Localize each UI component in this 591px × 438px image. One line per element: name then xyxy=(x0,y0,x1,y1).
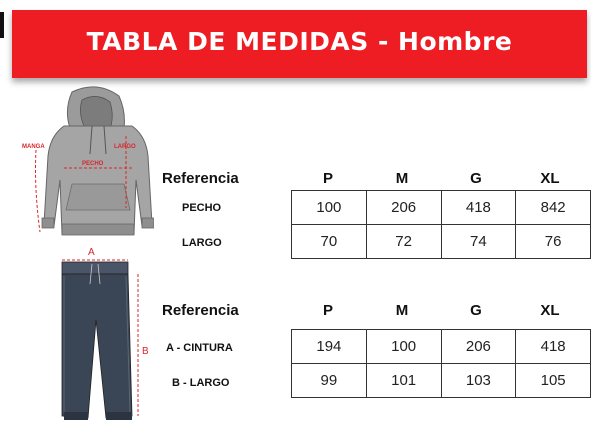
pants-a-label: A xyxy=(88,247,95,258)
hoodie-largo-label: LARGO xyxy=(114,144,136,150)
table-cell: 842 xyxy=(516,191,591,225)
table-cell: 70 xyxy=(292,225,367,259)
table-cell: 100 xyxy=(292,191,367,225)
table-row xyxy=(292,225,591,259)
pants-col-g: G xyxy=(470,302,482,319)
hoodie-col-g: G xyxy=(470,170,482,187)
page-title: TABLA DE MEDIDAS - Hombre xyxy=(86,27,513,56)
table-cell: 206 xyxy=(366,191,441,225)
pants-b-label: B xyxy=(142,346,149,357)
pants-col-p: P xyxy=(322,302,333,319)
table-cell: 74 xyxy=(441,225,516,259)
table-row xyxy=(292,191,591,225)
hoodie-col-m: M xyxy=(395,170,409,187)
pants-col-xl: XL xyxy=(540,302,560,319)
table-cell: 72 xyxy=(366,225,441,259)
pants-row-label-cintura: A - CINTURA xyxy=(166,342,233,354)
pants-row-label-largo: B - LARGO xyxy=(172,377,230,389)
hoodie-illustration xyxy=(14,84,154,244)
table-cell: 103 xyxy=(441,364,516,398)
hoodie-size-table xyxy=(291,190,591,259)
table-cell: 418 xyxy=(441,191,516,225)
table-row xyxy=(292,364,591,398)
hoodie-pecho-label: PECHO xyxy=(82,161,104,167)
table-row xyxy=(292,330,591,364)
table-cell: 100 xyxy=(366,330,441,364)
hoodie-col-p: P xyxy=(322,170,333,187)
table-cell: 418 xyxy=(516,330,591,364)
pants-col-m: M xyxy=(395,302,409,319)
table-cell: 206 xyxy=(441,330,516,364)
pants-size-table xyxy=(291,329,591,398)
title-banner xyxy=(12,10,587,78)
table-cell: 105 xyxy=(516,364,591,398)
hoodie-manga-label: MANGA xyxy=(22,144,45,150)
pants-reference-label: Referencia xyxy=(162,302,239,319)
table-cell: 101 xyxy=(366,364,441,398)
hoodie-col-xl: XL xyxy=(540,170,560,187)
hoodie-row-label-largo: LARGO xyxy=(182,237,222,249)
table-cell: 194 xyxy=(292,330,367,364)
table-cell: 76 xyxy=(516,225,591,259)
pants-illustration xyxy=(50,240,160,424)
corner-mark xyxy=(0,12,4,38)
hoodie-row-label-pecho: PECHO xyxy=(182,202,222,214)
table-cell: 99 xyxy=(292,364,367,398)
hoodie-reference-label: Referencia xyxy=(162,170,239,187)
